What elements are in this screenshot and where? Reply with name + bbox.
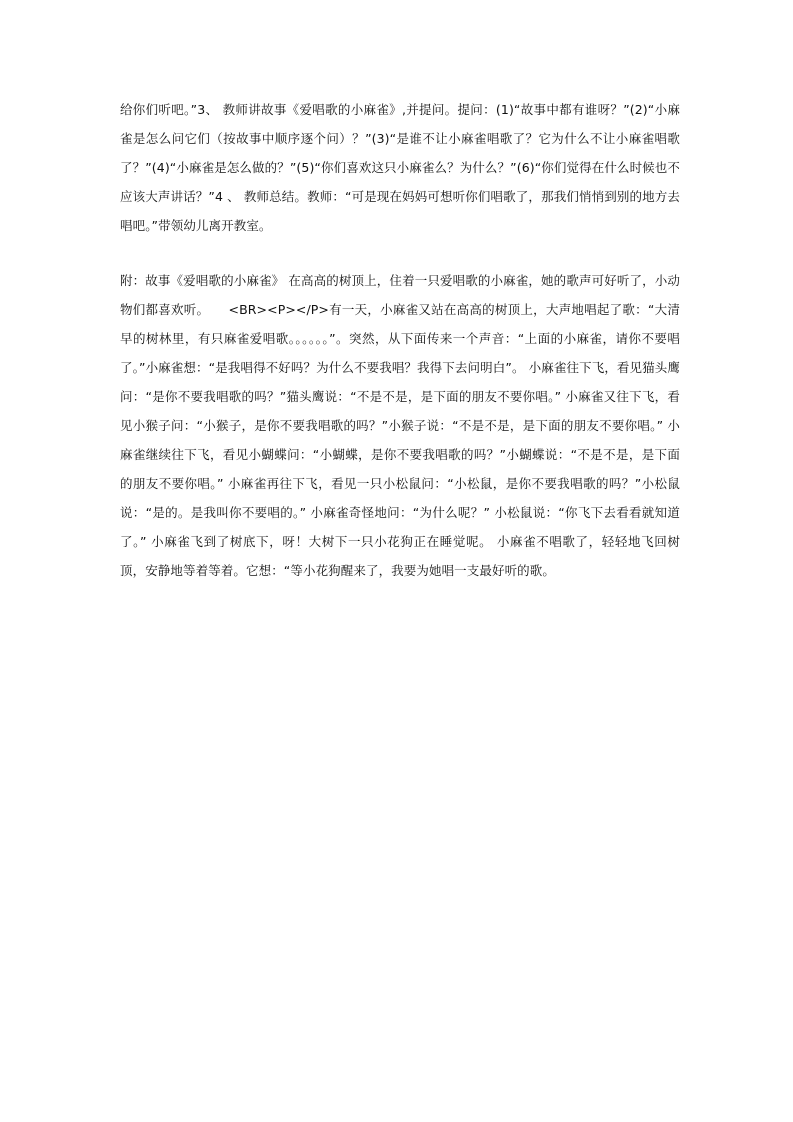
- lesson-steps-paragraph: 给你们听吧。”3、 教师讲故事《爱唱歌的小麻雀》,并提问。提问：(1)“故事中都有谁呀？”(2)“小麻雀是怎么问它们（按故事中顺序逐个问）？”(3)“是谁不让小麻雀唱歌了？它为什么不让小麻雀唱歌了？”(4)“小麻雀是怎么做的？”(5)“你们喜欢这只小麻雀么？为什么？”(6)“你们觉得在什么时候也不应该大声讲话？”4 、 教师总结。教师：“可是现在妈妈可想听你们唱歌了，那我们悄悄到别的地方去唱吧。”带领幼儿离开教室。: [120, 102, 680, 233]
- paragraph-spacer: [120, 240, 680, 266]
- document-body: [120, 95, 680, 585]
- appendix-story-paragraph: 附：故事《爱唱歌的小麻雀》 在高高的树顶上，住着一只爱唱歌的小麻雀，她的歌声可好听了，小动物们都喜欢听。 <BR><P></P>有一天，小麻雀又站在高高的树顶上，大声地唱起了歌：“大清早的树林里，有只麻雀爱唱歌。。。。。。”。突然，从下面传来一个声音：“上面的小麻雀，请你不要唱了。”小麻雀想：“是我唱得不好吗？为什么不要我唱？我得下去问明白”。 小麻雀往下飞，看见猫头鹰问：“是你不要我唱歌的吗？”猫头鹰说：“不是不是，是下面的朋友不要你唱。” 小麻雀又往下飞，看见小猴子问：“小猴子，是你不要我唱歌的吗？”小猴子说：“不是不是，是下面的朋友不要你唱。” 小麻雀继续往下飞，看见小蝴蝶问：“小蝴蝶，是你不要我唱歌的吗？”小蝴蝶说：“不是不是，是下面的朋友不要你唱。” 小麻雀再往下飞，看见一只小松鼠问：“小松鼠，是你不要我唱歌的吗？”小松鼠说：“是的。是我叫你不要唱的。” 小麻雀奇怪地问：“为什么呢？” 小松鼠说：“你飞下去看看就知道了。” 小麻雀飞到了树底下，呀！大树下一只小花狗正在睡觉呢。 小麻雀不唱歌了，轻轻地飞回树顶，安静地等着等着。它想：“等小花狗醒来了，我要为她唱一支最好听的歌。: [120, 273, 680, 578]
